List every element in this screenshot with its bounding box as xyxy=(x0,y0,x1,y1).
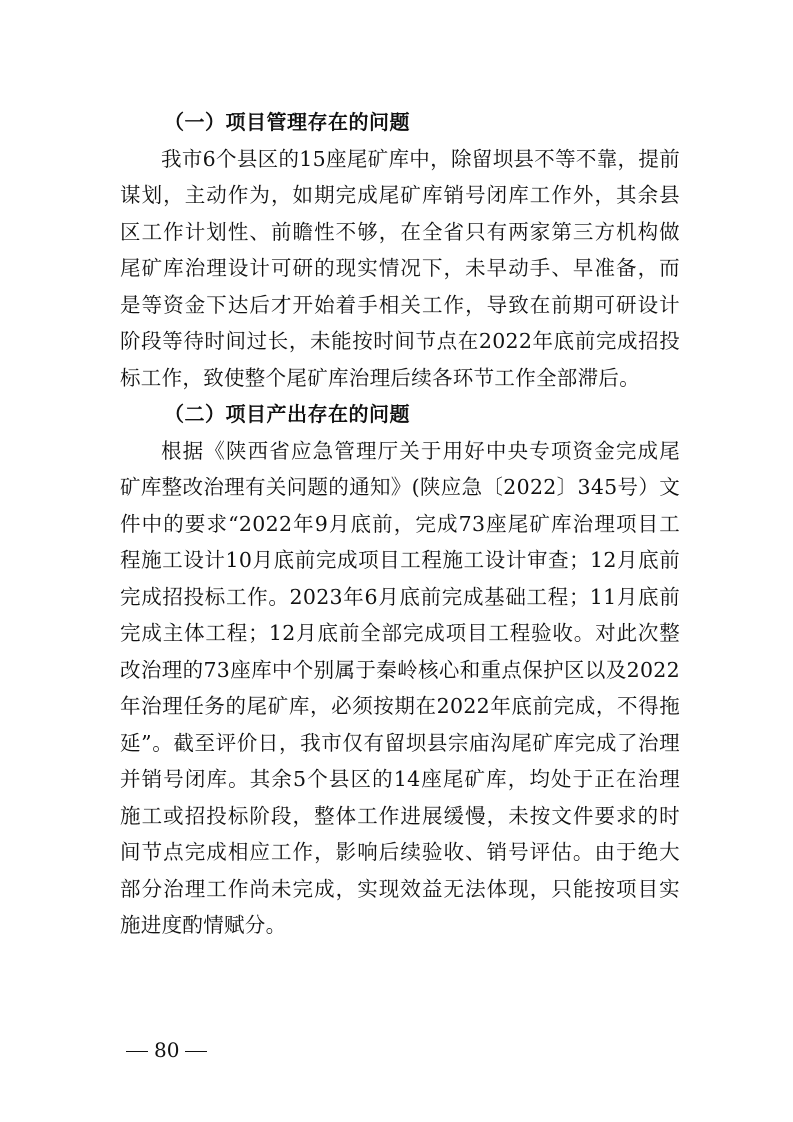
paragraph-project-output: 根据《陕西省应急管理厅关于用好中央专项资金完成尾矿库整改治理有关问题的通知》(陕应急〔2022〕345号）文件中的要求“2022年9月底前，完成73座尾矿库治理项目工程施工设计10月底前完成项目工程施工设计审查；12月底前完成招投标工作。2023年6月底前完成基础工程；11月底前完成主体工程；12月底前全部完成项目工程验收。对此次整改治理的73座库中个别属于秦岭核心和重点保护区以及2022年治理任务的尾矿库，必须按期在2022年底前完成，不得拖延”。截至评价日，我市仅有留坝县宗庙沟尾矿库完成了治理并销号闭库。其余5个县区的14座尾矿库，均处于正在治理施工或招投标阶段，整体工作进展缓慢，未按文件要求的时间节点完成相应工作，影响后续验收、销号评估。由于绝大部分治理工作尚未完成，实现效益无法体现，只能按项目实施进度酌情赋分。 xyxy=(120,438,680,937)
footer-dash-right xyxy=(185,1051,207,1052)
page-body xyxy=(120,104,680,944)
section-heading-project-management: （一）项目管理存在的问题 xyxy=(164,110,410,134)
page-footer xyxy=(120,1036,213,1064)
page-number: 80 xyxy=(154,1038,180,1062)
section-heading-project-output: （二）项目产出存在的问题 xyxy=(164,402,410,426)
paragraph-project-management: 我市6个县区的15座尾矿库中，除留坝县不等不靠，提前谋划，主动作为，如期完成尾矿库销号闭库工作外，其余县区工作计划性、前瞻性不够，在全省只有两家第三方机构做尾矿库治理设计可研的现实情况下，未早动手、早准备，而是等资金下达后才开始着手相关工作，导致在前期可研设计阶段等待时间过长，未能按时间节点在2022年底前完成招投标工作，致使整个尾矿库治理后续各环节工作全部滞后。 xyxy=(120,146,680,390)
footer-dash-left xyxy=(126,1051,148,1052)
